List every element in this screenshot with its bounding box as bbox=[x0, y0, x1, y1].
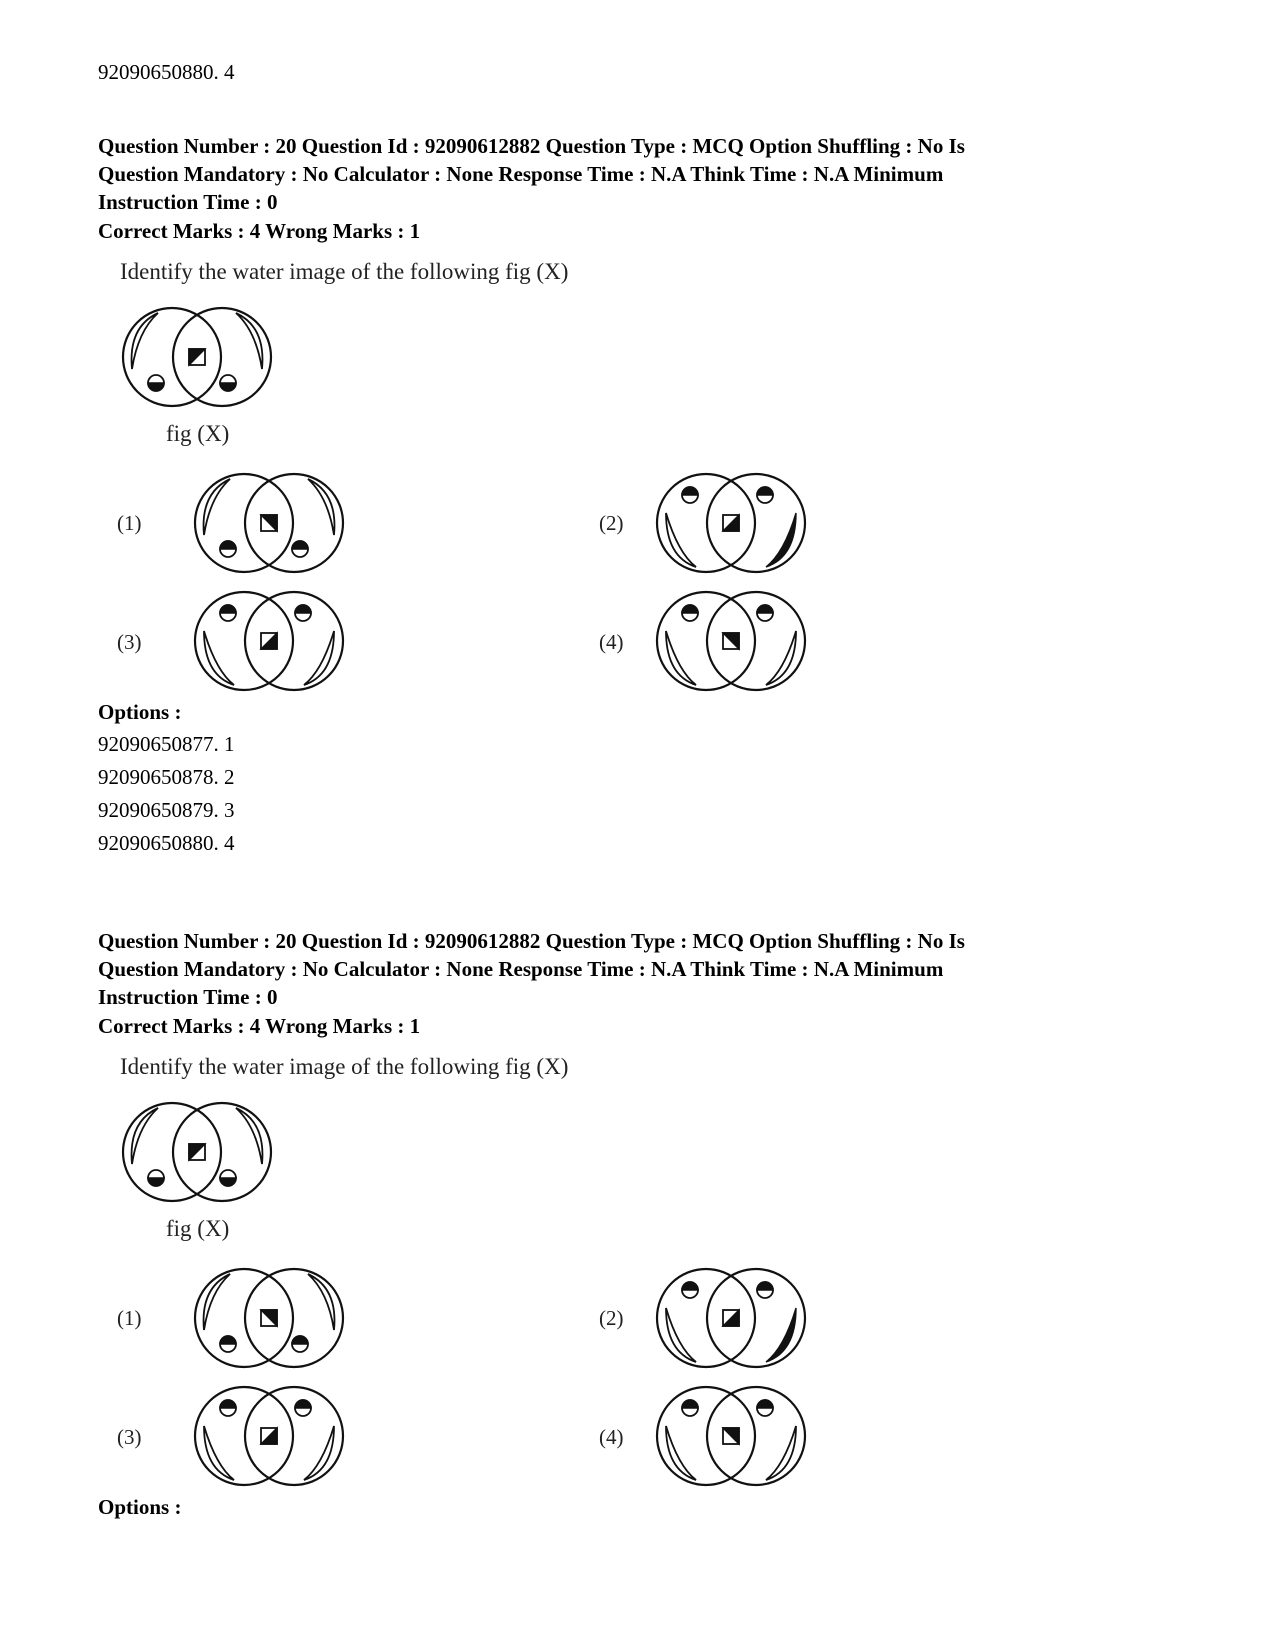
crescent-icon bbox=[132, 313, 158, 369]
question-meta-line-1: Question Number : 20 Question Id : 92090612882 Question Type : MCQ Option Shuffling : No Is bbox=[98, 929, 965, 953]
half-square-icon bbox=[189, 349, 205, 365]
half-dot-icon bbox=[757, 605, 773, 621]
half-square-icon bbox=[723, 1310, 739, 1326]
choice-3-figure bbox=[190, 1384, 348, 1488]
choice-4-figure bbox=[652, 589, 810, 693]
half-dot-icon bbox=[682, 605, 698, 621]
option-line: 92090650878. 2 bbox=[98, 765, 235, 789]
crescent-icon bbox=[204, 1426, 234, 1480]
choice-4-label: (4) bbox=[599, 630, 624, 654]
question-meta-line-2: Question Mandatory : No Calculator : None Response Time : N.A Think Time : N.A Minimum bbox=[98, 957, 944, 981]
figure-x-label: fig (X) bbox=[166, 1216, 230, 1241]
half-dot-icon bbox=[148, 1170, 164, 1186]
half-square-icon bbox=[261, 633, 277, 649]
choice-3-label: (3) bbox=[117, 1425, 142, 1449]
crescent-icon bbox=[766, 1308, 796, 1362]
crescent-icon bbox=[204, 631, 234, 685]
crescent-icon bbox=[666, 513, 696, 567]
previous-option-line: 92090650880. 4 bbox=[98, 60, 235, 84]
choice-2-figure bbox=[652, 471, 810, 575]
question-meta-line-3: Instruction Time : 0 bbox=[98, 985, 278, 1009]
question-text: Identify the water image of the following fig (X) bbox=[120, 1054, 569, 1079]
crescent-icon bbox=[308, 479, 334, 535]
options-title: Options : bbox=[98, 1495, 182, 1519]
choice-3-label: (3) bbox=[117, 630, 142, 654]
half-dot-icon bbox=[295, 1400, 311, 1416]
choice-2-label: (2) bbox=[599, 1306, 624, 1330]
crescent-icon bbox=[132, 1108, 158, 1164]
crescent-icon bbox=[666, 1426, 696, 1480]
half-dot-icon bbox=[220, 605, 236, 621]
figure-x bbox=[118, 305, 276, 409]
half-dot-icon bbox=[148, 375, 164, 391]
options-title: Options : bbox=[98, 700, 182, 724]
half-dot-icon bbox=[295, 605, 311, 621]
question-meta-line-1: Question Number : 20 Question Id : 92090612882 Question Type : MCQ Option Shuffling : No Is bbox=[98, 134, 965, 158]
crescent-icon bbox=[204, 479, 230, 535]
half-dot-icon bbox=[220, 1400, 236, 1416]
choice-1-figure bbox=[190, 471, 348, 575]
crescent-icon bbox=[236, 313, 262, 369]
half-dot-icon bbox=[292, 1336, 308, 1352]
half-dot-icon bbox=[292, 541, 308, 557]
question-meta-line-2: Question Mandatory : No Calculator : None Response Time : N.A Think Time : N.A Minimum bbox=[98, 162, 944, 186]
crescent-icon bbox=[304, 1426, 334, 1480]
crescent-icon bbox=[204, 1274, 230, 1330]
question-text: Identify the water image of the following fig (X) bbox=[120, 259, 569, 284]
choice-3-figure bbox=[190, 589, 348, 693]
crescent-icon bbox=[766, 1426, 796, 1480]
half-dot-icon bbox=[682, 1282, 698, 1298]
choice-1-label: (1) bbox=[117, 511, 142, 535]
half-square-icon bbox=[189, 1144, 205, 1160]
half-square-icon bbox=[261, 515, 277, 531]
crescent-icon bbox=[766, 513, 796, 567]
half-dot-icon bbox=[682, 1400, 698, 1416]
question-meta bbox=[98, 132, 1208, 216]
option-line: 92090650880. 4 bbox=[98, 831, 235, 855]
question-meta bbox=[98, 927, 1208, 1011]
marks-line: Correct Marks : 4 Wrong Marks : 1 bbox=[98, 1014, 421, 1038]
half-square-icon bbox=[723, 633, 739, 649]
crescent-icon bbox=[666, 631, 696, 685]
crescent-icon bbox=[666, 1308, 696, 1362]
half-dot-icon bbox=[220, 375, 236, 391]
half-square-icon bbox=[261, 1310, 277, 1326]
half-dot-icon bbox=[757, 1400, 773, 1416]
choice-1-label: (1) bbox=[117, 1306, 142, 1330]
crescent-icon bbox=[766, 631, 796, 685]
crescent-icon bbox=[308, 1274, 334, 1330]
half-square-icon bbox=[723, 515, 739, 531]
option-line: 92090650877. 1 bbox=[98, 732, 235, 756]
half-dot-icon bbox=[220, 1336, 236, 1352]
marks-line: Correct Marks : 4 Wrong Marks : 1 bbox=[98, 219, 421, 243]
half-dot-icon bbox=[757, 1282, 773, 1298]
half-dot-icon bbox=[757, 487, 773, 503]
choice-4-label: (4) bbox=[599, 1425, 624, 1449]
crescent-icon bbox=[304, 631, 334, 685]
half-dot-icon bbox=[220, 1170, 236, 1186]
half-dot-icon bbox=[682, 487, 698, 503]
figure-x bbox=[118, 1100, 276, 1204]
figure-x-label: fig (X) bbox=[166, 421, 230, 446]
choice-4-figure bbox=[652, 1384, 810, 1488]
option-line: 92090650879. 3 bbox=[98, 798, 235, 822]
half-square-icon bbox=[723, 1428, 739, 1444]
choice-1-figure bbox=[190, 1266, 348, 1370]
half-dot-icon bbox=[220, 541, 236, 557]
question-meta-line-3: Instruction Time : 0 bbox=[98, 190, 278, 214]
half-square-icon bbox=[261, 1428, 277, 1444]
choice-2-figure bbox=[652, 1266, 810, 1370]
crescent-icon bbox=[236, 1108, 262, 1164]
choice-2-label: (2) bbox=[599, 511, 624, 535]
